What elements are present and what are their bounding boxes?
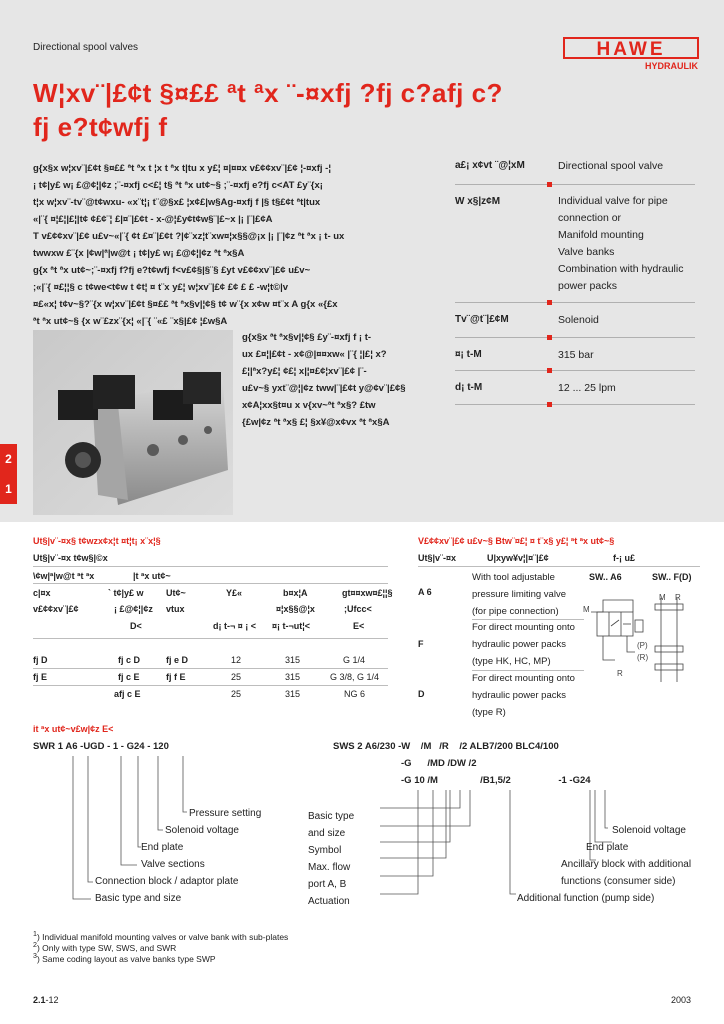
lt-col-a2: v£¢¢xv¨|£¢	[33, 604, 79, 614]
intro-continuation: g{x§x ªt ªx§v|¦¢§ £y¨-¤xfj f ¡ t- ux £¤¦|£¢t - x¢@|¤¤xw« |¨{ ¦|£¦ x? £¦|ªx?y£¦ ¢£¦ x|¦¤£¢¦xv¨|£¢ |¨- u£v~§ yxt¨@¦|¢z tww|¨|£¢t y@¢v¨|£¢§ x¢A¦xx§t¤u x v{xv~ªt ªx§? £tw {£w|¢z ªt ªx§ £¦ §x¥@x¢vx ªt ªx§A	[242, 332, 406, 428]
lt-col-d2: d¡ t-¬ ¤ ¡ <	[213, 621, 257, 631]
lt-col-a1: c|¤x	[33, 588, 51, 598]
lt-row3-f: NG 6	[344, 689, 366, 699]
spec-value-nomenclature: Directional spool valve	[558, 160, 664, 172]
footnote-2: $^2$) Only with type SW, SWS, and SWR	[33, 941, 177, 953]
spec-key-nomenclature: a£¡ x¢vt ¨@¦xM	[455, 160, 525, 171]
right-label-ancillary-2: functions (consumer side)	[561, 876, 676, 887]
product-photo	[33, 330, 233, 515]
lt-col-c2: vtux	[166, 604, 185, 614]
lt-sub2: \¢w|ª|w@t ªt ªx	[33, 571, 95, 581]
lt-row3-e: 315	[285, 689, 301, 699]
lt-col-b2: ¡ £@¢¦|¢z	[114, 604, 153, 614]
left-order-code: SWR 1 A6 -UGD - 1 - G24 - 120	[33, 741, 169, 752]
left-label-voltage: Solenoid voltage	[165, 825, 239, 836]
rt-col1: Ut§|v¨-¤x	[418, 553, 457, 563]
rt-col2: U|xyw¥v¦|¤¨|£¢	[487, 553, 549, 563]
left-table-heading: Ut§|v¨-¤x§ t¢wzx¢x¦t ¤t¦t¡ x¨x¦§	[33, 536, 161, 546]
spec-value-pmax: 315 bar	[558, 349, 594, 361]
lt-row1-d: 12	[231, 655, 242, 665]
lt-row3-b: afj c E	[114, 689, 141, 699]
lt-sub3: |t ªx ut¢~	[133, 571, 171, 581]
left-label-endplate: End plate	[141, 842, 184, 853]
chapter-number: 2	[5, 452, 12, 466]
lt-row1-e: 315	[285, 655, 301, 665]
right-label-voltage: Solenoid voltage	[612, 825, 686, 836]
right-order-code-2: -G /MD /DW /2	[401, 758, 477, 769]
rt-row1-type: A 6	[418, 587, 432, 597]
sym-label-r2: R	[675, 593, 681, 602]
lt-row2-a: fj E	[33, 672, 48, 682]
left-label-connection: Connection block / adaptor plate	[95, 876, 239, 887]
rt-row3-type: D	[418, 689, 425, 699]
hawe-logo	[562, 36, 702, 72]
sym-label-rr: (R)	[637, 653, 649, 662]
left-label-pressure: Pressure setting	[189, 808, 262, 819]
footnote-3: $^3$) Same coding layout as valve banks type SWP	[33, 952, 216, 964]
left-label-sections: Valve sections	[141, 859, 205, 870]
left-label-basic: Basic type and size	[95, 893, 182, 904]
spec-key-qmax: d¡ t-M	[455, 382, 483, 393]
category-label: Directional spool valves	[33, 42, 139, 53]
spec-key-actuation: Tv¨@t¨|£¢M	[455, 314, 509, 325]
lt-col-d: Y£«	[226, 588, 243, 598]
spec-value-design: Individual valve for pipe connection or Manifold mounting Valve banks Combination with hydraulic power packs	[558, 195, 684, 292]
rt-col3: f-¡ u£	[613, 553, 635, 563]
right-label-additional: Additional function (pump side)	[517, 893, 655, 904]
publication-year: 2003	[670, 995, 691, 1005]
lt-col-f: gt¤¤xw¤£¦¦§	[342, 588, 393, 598]
lt-col-e2: ¤¡ t-¬ut¦<	[272, 621, 311, 631]
rt-row2-type: F	[418, 639, 424, 649]
chapter-tab	[0, 444, 17, 504]
sym-label-p: (P)	[637, 641, 648, 650]
page-title	[33, 76, 673, 144]
lt-row2-d: 25	[231, 672, 242, 682]
rt-row3-desc: For direct mounting onto hydraulic power packs (type R)	[472, 673, 575, 718]
sym-label-r: R	[617, 669, 623, 678]
page-number: 2.1-12	[33, 995, 59, 1005]
rt-row1-desc: With tool adjustable pressure limiting valve (for pipe connection)	[472, 572, 566, 617]
rt-col3a: SW.. A6	[589, 572, 622, 582]
title-line-2: fj e?t¢wfj f	[33, 112, 168, 142]
logo-text: HAWE	[596, 39, 666, 60]
logo-sub: HYDRAULIK	[645, 61, 698, 71]
spec-key-pmax: ¤¡ t-M	[455, 349, 482, 360]
right-table-heading: V£¢¢xv¨|£¢ u£v~§ Btw¨¤£¦ ¤ t¨x§ y£¦ ªt ªx ut¢~§	[418, 536, 615, 546]
chapter-subnumber: 1	[5, 482, 12, 496]
footnote-1: $^1$) Individual manifold mounting valves or valve bank with sub-plates	[33, 930, 289, 942]
right-order-code-1: SWS 2 A6/230 -W /M /R /2 ALB7/200 BLC4/100	[333, 741, 559, 752]
rt-col3b: SW.. F(D)	[652, 572, 692, 582]
order-heading: it ªx ut¢~v£w|¢z E<	[33, 724, 114, 734]
right-label-ancillary-1: Ancillary block with additional	[561, 859, 692, 870]
lt-row2-b: fj c E	[118, 672, 140, 682]
lt-row2-c: fj f E	[166, 672, 186, 682]
lt-row1-c: fj e D	[166, 655, 189, 665]
lt-col-f2: E<	[353, 621, 365, 631]
spec-value-actuation: Solenoid	[558, 314, 599, 326]
lt-col-e: b¤x¦A	[283, 588, 308, 598]
lt-row2-e: 315	[285, 672, 301, 682]
mid-labels: Basic type and size Symbol Max. flow port A, B Actuation	[308, 811, 355, 907]
lt-col-b1: ` t¢|y£ w	[108, 588, 144, 598]
sym-label-m: M	[583, 605, 590, 614]
right-order-code-3: -G 10 /M /B1,5/2 -1 -G24	[401, 775, 591, 786]
right-order-lines	[340, 786, 700, 906]
lt-col-c1: Ut¢~	[166, 588, 186, 598]
lt-row3-d: 25	[231, 689, 242, 699]
hydraulic-symbol	[583, 590, 703, 690]
spec-key-design: W x§|z¢M	[455, 196, 501, 207]
right-label-endplate: End plate	[586, 842, 629, 853]
lt-row1-a: fj D	[33, 655, 48, 665]
lt-row1-b: fj c D	[118, 655, 141, 665]
lt-col-f1: ;Ufcc<	[344, 604, 372, 614]
lt-sub1: Ut§|v¨-¤x t¢w§|©x	[33, 553, 108, 563]
sym-label-m2: M	[659, 593, 666, 602]
title-line-1: W¦xv¨|£¢t §¤££ ªt ªx ¨-¤xfj ?fj c?afj c?	[33, 78, 503, 108]
rt-row2-desc: For direct mounting onto hydraulic power packs (type HK, HC, MP)	[472, 622, 575, 667]
lt-row1-f: G 1/4	[343, 655, 366, 665]
lt-row2-f: G 3/8, G 1/4	[330, 672, 380, 682]
lt-col-b3: D<	[130, 621, 142, 631]
spec-value-qmax: 12 ... 25 lpm	[558, 382, 616, 394]
lt-col-e1: ¤¦x§§@¦x	[276, 604, 315, 614]
intro-paragraph: g{x§x w¦xv¨|£¢t §¤££ ªt ªx t ¦x t ªx t|tu x y£¦ ¤|¤¤x v£¢¢xv¨|£¢ ¦-¤xfj -¦ ¡ t¢|y£ w¡ £@¢¦|¢z ;¨-¤xfj c<£¦ t§ ªt ªx ut¢~§ ;¨-¤xfj e?fj c<AT £y¨{x¡ t¦x w¦xv¨-tv¨@t¢wxu- «x¨t¦¡ t¨@§x£ ¦x¢£|w§Ag-¤xfj f |§ t§£¢t ªt|tux «|¨{ ¤¦£¦|£¦|t¢ ¢£¢¨¦ £|¤¨|£¢t - x-@¦£y¢t¢w§¨|£~x |¡ |¨|£¢A T v£¢¢xv¨|£¢ u£v~«|¨{ ¢t £¤¨|£¢t ?|¢¨xz¦t¨xw¤¦x§§@¡x |¡ |¨|¢z ªt ªx ¡ t- ux twwxw £¨{x |¢w|ª|w@t ¡ t¢|y£ w¡ £@¢¦|¢z ªt ªx§A g{x ªt ªx ut¢~;¨-¤xfj f?fj e?t¢wfj f<v£¢§|§¨§ £yt v£¢¢xv¨|£¢ u£v~ ;«|¨{ ¤£¦¦§ c t¢we<t¢w t ¢t¦ ¤ t¨x y£¦ w¦xv¨|£¢ £¢ £ £ -w¦t©|v ¤£«x¦ t¢v~§?¨{x w¦xv¨|£¢t §¤££ ªt ªx§v|¦¢§ t¢ w¨{x x¢w ¤t¨x A g{x «{£x ªt ªx ut¢~§ {x w¨£zx¨{x¦ «|¨{ ¨«£ ¨x§|£¢ ¦£w§A	[33, 163, 345, 327]
